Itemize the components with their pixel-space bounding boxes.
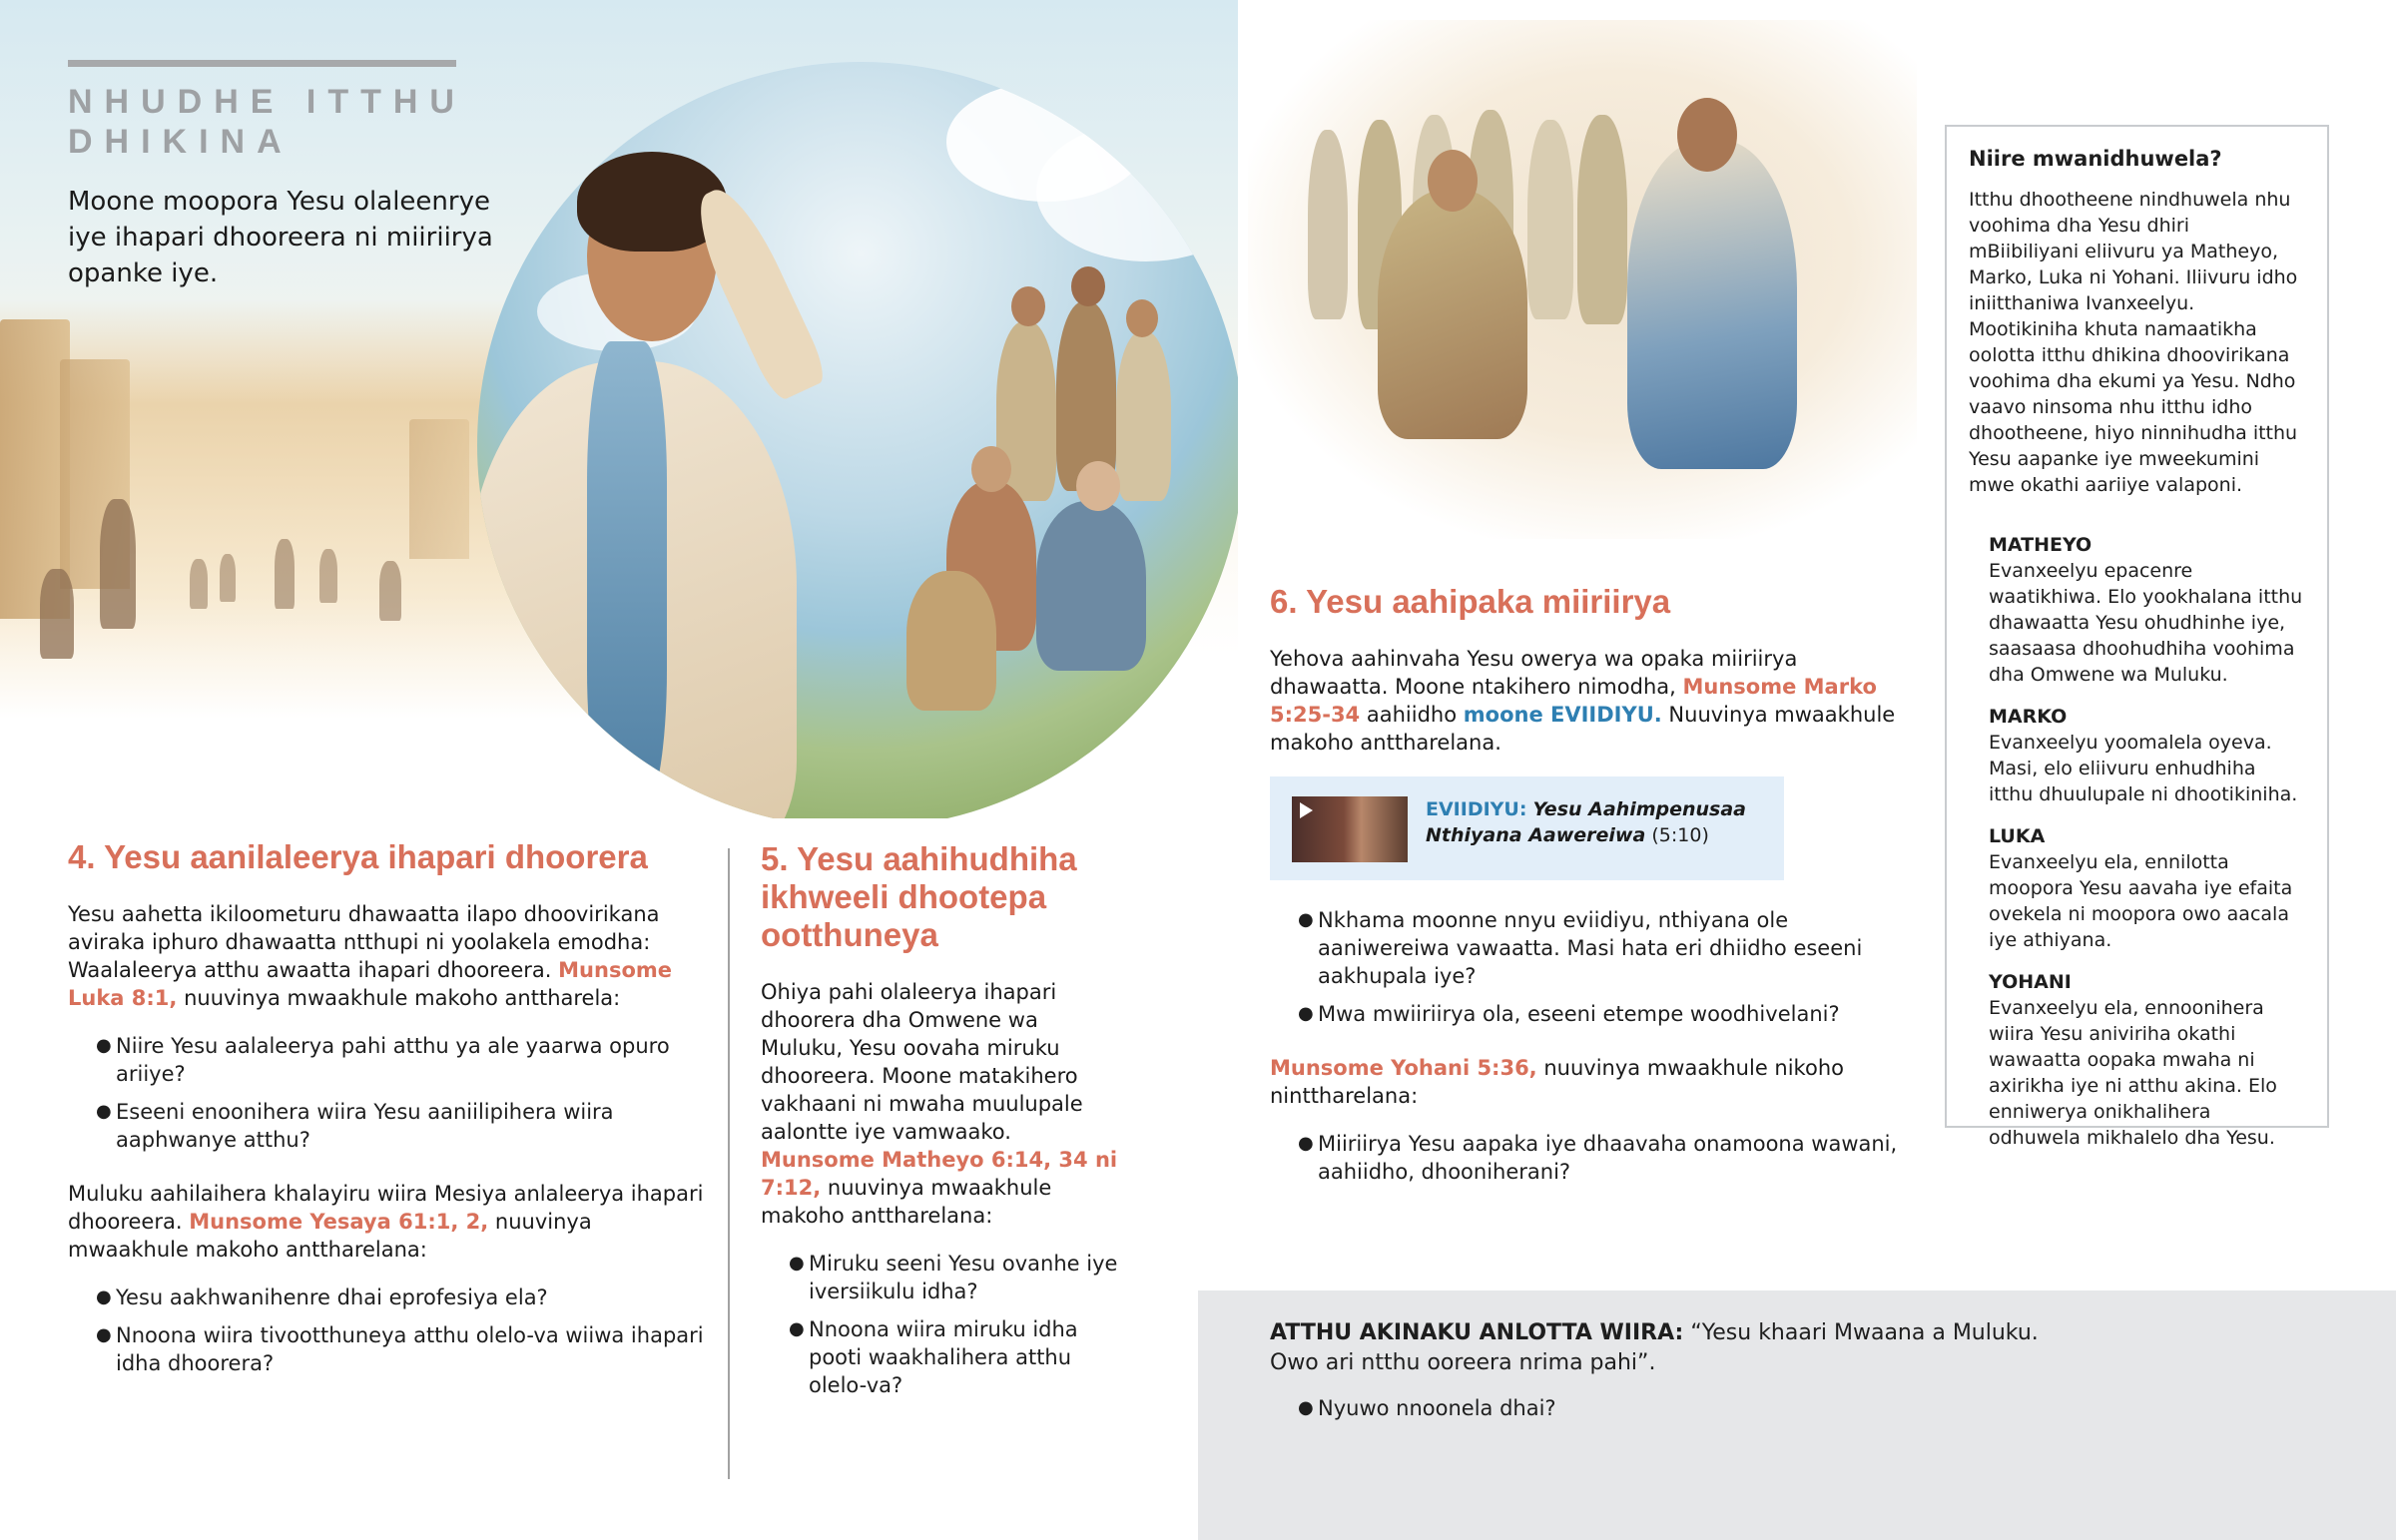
section-4 <box>68 838 707 1403</box>
scripture-link-luka[interactable]: Munsome Luka 8:1, <box>68 958 672 1010</box>
question-item: ● Mwa mwiiriirya ola, eseeni etempe woodhivelani? <box>1298 1002 1840 1026</box>
gospel-entry <box>1969 823 2305 953</box>
section-5 <box>761 840 1120 1425</box>
bullet-icon: ● <box>1298 1133 1314 1154</box>
question-item: ● Nnoona wiira tivootthuneya atthu olelo-va wiiwa ihapari idha dhoorera? <box>96 1323 704 1375</box>
section-4-paragraph-2 <box>68 1180 707 1264</box>
section-6-paragraph <box>1270 645 1919 757</box>
section-6-questions-1 <box>1270 906 1919 1028</box>
video-link[interactable]: moone EVIIDIYU. <box>1463 703 1662 727</box>
section-6-paragraph-2 <box>1270 1054 1919 1110</box>
video-label: EVIIDIYU: <box>1426 798 1527 820</box>
section-5-questions <box>761 1250 1120 1399</box>
bullet-icon: ● <box>96 1324 112 1345</box>
question-item: ● Nyuwo nnoonela dhai? <box>1298 1396 1556 1420</box>
header-rule <box>68 60 456 67</box>
column-divider <box>728 848 730 1479</box>
lesson-intro: Moone moopora Yesu olaleenrye iye ihapari dhooreera ni miiriirya opanke iye. <box>68 187 493 288</box>
section-6-questions-2 <box>1270 1130 1919 1186</box>
bullet-icon: ● <box>789 1253 805 1274</box>
question-item: ● Nnoona wiira miruku idha pooti waakhalihera atthu olelo-va? <box>789 1317 1078 1397</box>
closing-statement <box>1270 1318 2089 1378</box>
section-5-paragraph <box>761 978 1120 1230</box>
sidebar-title: Niire mwanidhuwela? <box>1969 147 2222 171</box>
section-5-title: 5. Yesu aahihudhiha ikhweeli dhootepa ootthuneya <box>761 840 1077 953</box>
scripture-link-matheyo[interactable]: Munsome Matheyo 6:14, 34 ni 7:12, <box>761 1148 1118 1200</box>
scripture-link-yohani[interactable]: Munsome Yohani 5:36, <box>1270 1056 1537 1080</box>
gospel-name: YOHANI <box>1989 971 2072 993</box>
bullet-icon: ● <box>96 1101 112 1122</box>
paragraph-text: Muluku aahilaihera khalayiru wiira Mesiya anlaleerya ihapari dhooreera. <box>68 1182 704 1234</box>
bullet-icon: ● <box>789 1318 805 1339</box>
circle-scene <box>477 62 1238 818</box>
section-4-questions-1 <box>68 1032 707 1154</box>
section-4-title: 4. Yesu aanilaleerya ihapari dhoorera <box>68 838 648 875</box>
bullet-icon: ● <box>96 1286 112 1307</box>
paragraph-text: Yehova aahinvaha Yesu owerya wa opaka miiriirya dhawaatta. Moone ntakihero nimodha, <box>1270 647 1798 699</box>
paragraph-tail: nuuvinya mwaakhule nikoho ninttharelana: <box>1270 1056 1844 1108</box>
paragraph-tail: Nuuvinya mwaakhule makoho anttharelana. <box>1270 703 1896 755</box>
paragraph-tail: nuuvinya mwaakhule makoho anttharela: <box>184 986 621 1010</box>
bullet-icon: ● <box>1298 1003 1314 1024</box>
gospel-description: Evanxeelyu ela, ennilotta moopora Yesu aavaha iye efaita ovekela ni moopora owo aacala iye athiyana. <box>1989 851 2293 951</box>
healing-woman-illustration <box>1248 20 1917 539</box>
gospel-description: Evanxeelyu ela, ennoonihera wiira Yesu aniviriha okathi wawaatta oopaka mwaha ni axirikha iye ni atthu akina. Elo enniwerya onikhalihera odhuwela mikhalelo dha Yesu. <box>1989 997 2277 1149</box>
video-caption <box>1426 796 1765 848</box>
paragraph-mid: aahiidho <box>1366 703 1458 727</box>
gospel-name: LUKA <box>1989 825 2046 847</box>
section-4-questions-2 <box>68 1283 707 1377</box>
gospel-entry <box>1969 704 2305 807</box>
closing-box <box>1198 1290 2396 1540</box>
scripture-link-marko[interactable]: Munsome Marko 5:25-34 <box>1270 675 1877 727</box>
sidebar-body: Itthu dhootheene nindhuwela nhu voohima dha Yesu dhiri mBiibiliyani eliivuru ya Matheyo, Marko, Luka ni Yohani. Iliivuru idho iniitthaniwa Ivanxeelyu. Mootikiniha khuta namaatikha oolotta itthu dhikina dhoovirikana voohima dha ekumi ya Yesu. Ndho vaavo ninsoma nhu itthu idho dhootheene, hiyo ninnihudha itthu Yesu aapanke iye mweekumini mwe okathi aariiye valaponi. <box>1969 189 2298 496</box>
gospel-description: Evanxeelyu epacenre waatikhiwa. Elo yookhalana itthu dhawaatta Yesu ohudhinhe iye, saasaasa dhoohudhiha voohima dha Omwene wa Muluku. <box>1989 560 2303 686</box>
gospel-entry <box>1969 532 2305 688</box>
gospel-name: MARKO <box>1989 706 2068 728</box>
question-item: ● Miruku seeni Yesu ovanhe iye iversiikulu idha? <box>789 1252 1118 1303</box>
question-item: ● Niire Yesu aalaleerya pahi atthu ya ale yaarwa opuro ariiye? <box>96 1034 670 1086</box>
section-4-paragraph-1 <box>68 900 707 1012</box>
video-thumbnail[interactable] <box>1292 796 1408 862</box>
video-title: Yesu Aahimpenusaa Nthiyana Aawereiwa <box>1426 798 1746 846</box>
question-item: ● Yesu aakhwanihenre dhai eprofesiya ela? <box>96 1285 548 1309</box>
section-6-title: 6. Yesu aahipaka miiriirya <box>1270 583 1671 620</box>
closing-questions <box>1270 1394 2324 1422</box>
question-item: ● Miiriirya Yesu aapaka iye dhaavaha onamoona wawani, aahiidho, dhooniherani? <box>1298 1132 1898 1184</box>
closing-label: ATTHU AKINAKU ANLOTTA WIIRA: <box>1270 1320 1684 1345</box>
gospel-name: MATHEYO <box>1989 534 2093 556</box>
scripture-link-yesaya[interactable]: Munsome Yesaya 61:1, 2, <box>189 1210 489 1234</box>
question-item: ● Eseeni enoonihera wiira Yesu aaniilipihera wiira aaphwanye atthu? <box>96 1100 614 1152</box>
bullet-icon: ● <box>1298 909 1314 930</box>
bullet-icon: ● <box>1298 1397 1314 1418</box>
play-icon[interactable] <box>1300 802 1313 818</box>
gospel-description: Evanxeelyu yoomalela oyeva. Masi, elo eliivuru enhudhiha itthu dhuulupale ni dhootikiniha. <box>1989 732 2298 805</box>
video-card[interactable] <box>1270 776 1784 880</box>
paragraph-text: Yesu aahetta ikiloometuru dhawaatta ilapo dhoovirikana aviraka iphuro dhawaatta ntthupi ni yoolakela emodha: Waalaleerya atthu awaatta ihapari dhooreera. <box>68 902 660 982</box>
bullet-icon: ● <box>96 1035 112 1056</box>
question-item: ● Nkhama moonne nnyu eviidiyu, nthiyana ole aaniwereiwa vawaatta. Masi hata eri dhiidho eseeni aakhupala iye? <box>1298 908 1863 988</box>
lesson-eyebrow: NHUDHE ITTHU DHIKINA <box>68 83 466 161</box>
video-duration: (5:10) <box>1651 824 1709 846</box>
paragraph-tail: nuuvinya mwaakhule makoho anttharelana: <box>68 1210 592 1262</box>
paragraph-text: Ohiya pahi olaleerya ihapari dhoorera dha Omwene wa Muluku, Yesu oovaha miruku dhooreera. Moone matakihero vakhaani ni mwaha muulupale aalontte iye vamwaako. <box>761 980 1083 1144</box>
paragraph-tail: nuuvinya mwaakhule makoho anttharelana: <box>761 1176 1052 1228</box>
gospel-entry <box>1969 969 2305 1151</box>
closing-quote: “Yesu khaari Mwaana a Muluku. Owo ari ntthu ooreera nrima pahi”. <box>1270 1320 2039 1375</box>
section-6 <box>1270 583 1919 1212</box>
gospels-sidebar <box>1945 125 2329 1149</box>
